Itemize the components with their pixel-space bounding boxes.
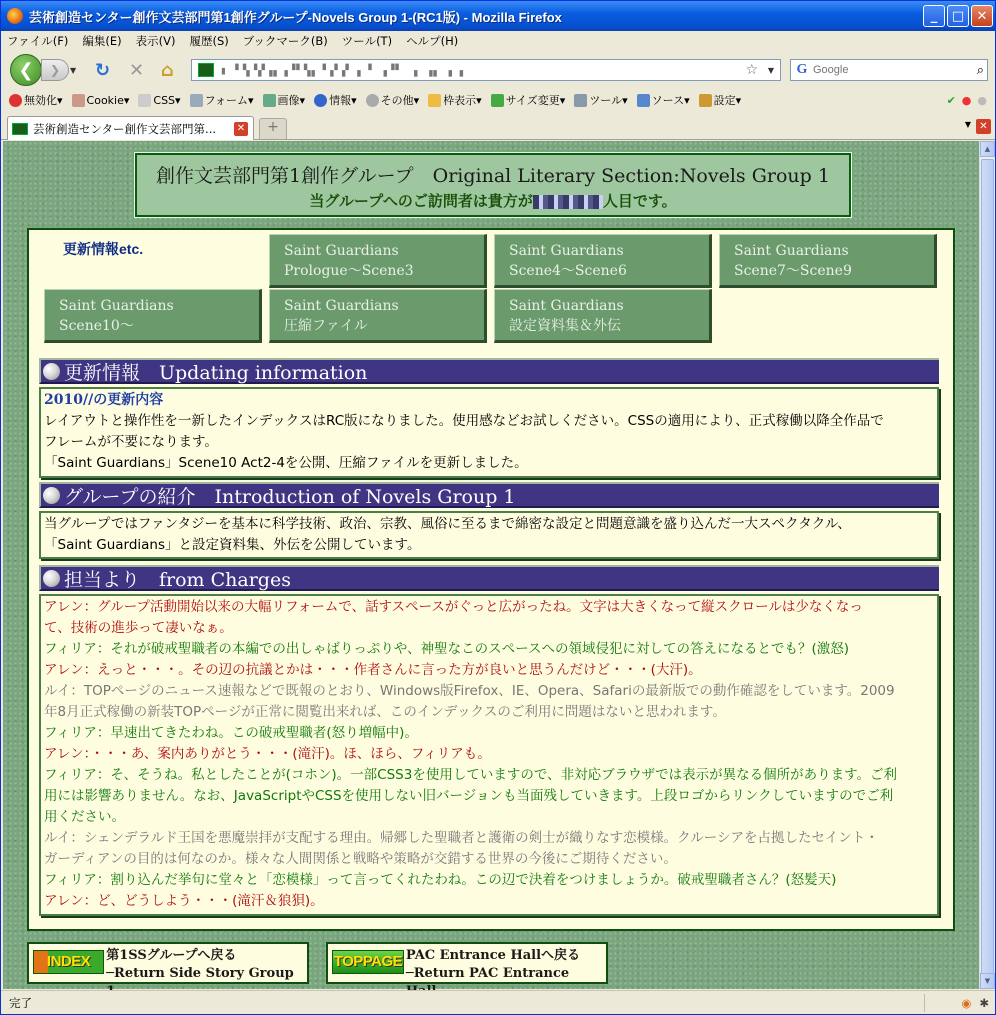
nav-label: Saint Guardians [734,243,849,259]
dialogue-line: 用には影響ありません。なお、JavaScriptやCSSを使用しない旧バージョンも当面残していきます。上段ロゴからリンクしていますのでご利 [44,788,894,804]
nav-label: 圧縮ファイル [284,318,368,334]
link-line2: ─Return Side Story Group [106,966,294,981]
update-line: フレームが不要になります。 [44,434,218,450]
tab-close-icon[interactable]: ✕ [234,122,248,136]
page-content [3,141,981,989]
home-button[interactable]: ⌂ [161,60,174,81]
bug-icon[interactable]: ✱ [979,995,989,1010]
toolbar-source[interactable] [637,92,690,108]
menu-help[interactable]: ヘルプ(H) [406,34,459,48]
wrench-icon [574,94,587,107]
nav-materials[interactable] [494,289,712,343]
counter-image [533,195,603,209]
dialogue-line: ルイ：TOPページのニュース速報などで既報のとおり、Windows版Firefox、IE、Opera、Safariの最新版での動作確認をしています。2009 [44,683,895,699]
toppage-badge: TOPPAGE [332,950,404,974]
visitor-prefix: 当グループへのご訪問者は貴方が [309,192,533,210]
toolbar-label: 画像▾ [277,94,306,107]
charges-heading [39,565,939,591]
toolbar-label: Cookie▾ [86,93,130,107]
toolbar-label: ソース▾ [651,94,690,107]
nav-label: Scene10～ [59,318,134,334]
link-line2: ─Return PAC Entrance [405,966,570,981]
toolbar-label: 枠表示▾ [443,94,482,107]
tab-title: 芸術創造センター創作文芸部門第... [33,121,217,136]
update-line: レイアウトと操作性を一新したインデックスはRC版になりました。使用感などお試しください。CSSの適用により、正式稼働以降全作品で [44,413,884,429]
valid-check-icon[interactable]: ✔ [946,93,956,107]
menu-history[interactable]: 履歴(S) [189,34,229,48]
nav-label: Saint Guardians [509,243,624,259]
dialogue-line: アレン：えっと・・・。その辺の抗議とかは・・・作者さんに言った方が良いと思うんだけど・・・(大汗)。 [44,662,702,678]
menu-tools[interactable]: ツール(T) [341,34,393,48]
toolbar-images[interactable] [263,92,306,108]
status-icon[interactable]: ● [977,93,987,107]
menu-edit[interactable]: 編集(E) [82,34,122,48]
outline-pencil-icon [428,94,441,107]
dialogue-line: フィリア：早速出てきたわね。この破戒聖職者(怒り増幅中)。 [44,725,418,741]
search-box[interactable] [790,59,988,81]
firefox-status-icon[interactable]: ◉ [961,995,972,1010]
error-icon[interactable]: ● [961,93,972,107]
toolbar-label: サイズ変更▾ [505,94,566,107]
source-icon [637,94,650,107]
toolbar-css[interactable] [138,94,180,107]
link-line1: PAC Entrance Hallへ戻る [405,948,581,963]
tab-current[interactable] [7,116,254,140]
firefox-icon [7,8,23,24]
link-entrance-hall[interactable] [326,942,608,984]
toolbar-label: 無効化▾ [24,94,63,107]
nav-label: 設定資料集＆外伝 [509,318,621,334]
stop-button[interactable]: ✕ [129,60,145,81]
misc-icon [366,94,379,107]
nav-label: Scene4～Scene6 [509,263,627,279]
intro-body [39,511,939,559]
toolbar-disable[interactable] [9,92,63,108]
toolbar-label: フォーム▾ [204,94,254,107]
visitor-counter [137,190,849,211]
nav-scene7-scene9[interactable] [719,234,937,288]
toolbar-misc[interactable] [366,92,420,108]
forward-button[interactable]: ❯ [41,59,69,81]
minimize-button[interactable]: _ [923,5,945,27]
menu-file[interactable]: ファイル(F) [7,34,69,48]
close-tab-button[interactable]: ✕ [976,119,991,134]
menu-bar [1,31,995,51]
nav-label: Saint Guardians [284,298,399,314]
dialogue-line: て、技術の進歩って凄いなぁ。 [44,620,233,636]
url-text: ▮ ▘▚▝▞▗▖▗▝▘▚▖▝▗▘▞ ▖▝ ▗▝▘ ▗ ▗▖ ▖▗ [220,63,464,77]
toolbar-label: 情報▾ [329,94,357,107]
toolbar-outline[interactable] [428,92,482,108]
nav-label: Saint Guardians [284,243,399,259]
toolbar-label: ツール▾ [589,94,628,107]
cookie-icon [72,94,85,107]
scroll-down-button[interactable]: ▼ [980,973,995,989]
dialogue-line: ルイ：シェンデラルド王国を悪魔崇拝が支配する理由。帰郷した聖職者と護衛の剣士が織りなす恋模様。クルーシアを占拠したセイント・ [44,830,879,846]
bullet-ball-icon [43,363,60,380]
toolbar-info[interactable] [314,92,357,108]
toolbar-forms[interactable] [190,92,254,108]
status-divider [924,994,925,1012]
nav-updates[interactable] [33,234,251,288]
update-date-title: 2010//の更新内容 [44,392,164,408]
nav-label: Scene7～Scene9 [734,263,852,279]
window-title: 芸術創造センター創作文芸部門第1創作グループ-Novels Group 1-(RC1版) - Mozilla Firefox [29,9,562,25]
intro-line: 当グループではファンタジーを基本に科学技術、政治、宗教、風俗に至るまで綿密な設定と問題意識を盛り込んだ一大スペクタクル、 [44,516,851,532]
status-bar [1,990,995,1014]
navigation-bar [1,51,995,87]
toolbar-label: CSS▾ [153,93,181,107]
updates-heading [39,358,939,384]
bookmark-star-icon[interactable]: ☆ [745,62,758,78]
bullet-ball-icon [43,487,60,504]
intro-heading [39,482,939,508]
new-tab-button[interactable]: + [259,118,287,139]
info-icon [314,94,327,107]
intro-line: 「Saint Guardians」と設定資料集、外伝を公開しています。 [44,537,421,553]
dialogue-line: フィリア：割り込んだ挙句に堂々と「恋模様」って言ってくれたわね。この辺で決着をつけましょうか。破戒聖職者さん？(怒髪天) [44,872,837,888]
index-badge: INDEX [33,950,104,974]
nav-label: Saint Guardians [509,298,624,314]
toolbar-tools[interactable] [574,92,627,108]
resize-icon [491,94,504,107]
scroll-up-button[interactable]: ▲ [980,141,995,157]
scroll-thumb[interactable] [981,159,994,989]
nav-label: Prologue～Scene3 [284,263,414,279]
nav-prologue-scene3[interactable] [269,234,487,288]
google-icon[interactable]: G [796,62,808,77]
section-title: グループの紹介 Introduction of Novels Group 1 [64,485,516,508]
dialogue-line: ガーディアンの目的は何なのか。様々な人間関係と戦略や策略が交錯する世界の今後にご期待ください。 [44,851,677,867]
options-icon [699,94,712,107]
url-dropdown-icon[interactable]: ▼ [767,65,774,75]
nav-scene4-scene6[interactable] [494,234,712,288]
page-title: 創作文芸部門第1創作グループ Original Literary Section:Novels Group 1 [156,165,830,187]
section-title: 更新情報 Updating information [64,361,368,384]
updates-body [39,387,939,478]
dialogue-line: フィリア：そ、そうね。私としたことが(コホン)。一部CSS3を使用していますので、非対応ブラウザでは表示が異なる個所があります。ご利 [44,767,897,783]
main-panel [27,228,955,931]
section-title: 担当より from Charges [64,568,291,591]
back-button[interactable]: ❮ [10,54,42,86]
title-bar [1,1,995,31]
toolbar-resize[interactable] [491,92,566,108]
reload-button[interactable]: ↻ [95,60,111,81]
menu-view[interactable]: 表示(V) [135,34,176,48]
maximize-button[interactable]: □ [947,5,969,27]
search-icon[interactable]: ⌕ [976,62,984,78]
forms-icon [190,94,203,107]
menu-bookmarks[interactable]: ブックマーク(B) [242,34,328,48]
visitor-suffix: 人目です。 [602,192,677,210]
disable-icon [9,94,22,107]
link-line1: 第1SSグループへ戻る [106,948,237,963]
dialogue-line: 年8月正式稼働の新装TOPページが正常に閲覧出来れば、このインデックスのご利用に問題はないと思われます。 [44,704,726,720]
dialogue-line: アレン：ど、どうしよう・・・(滝汗＆狼狽)。 [44,893,324,909]
tab-bar [1,114,995,140]
toolbar-cookie[interactable] [72,94,130,107]
nav-archive[interactable] [269,289,487,343]
dialogue-line: アレン：グループ活動開始以来の大幅リフォームで、話すスペースがぐっと広がったね。文字は大きくなって縦スクロールは少なくなっ [44,599,863,615]
toolbar-label: その他▾ [380,94,420,107]
address-bar[interactable] [191,59,781,81]
dialogue-line: 用ください。 [44,809,125,825]
charges-body [39,594,939,916]
css-icon [138,94,151,107]
web-developer-toolbar [1,89,995,111]
search-input[interactable] [813,64,953,76]
nav-scene10[interactable] [44,289,262,343]
dialogue-line: フィリア：それが破戒聖職者の本編での出しゃばりっぷりや、神聖なこのスペースへの領域侵犯に対しての答えになるとでも？(激怒) [44,641,850,657]
site-header [135,153,851,217]
tab-list-dropdown-icon[interactable]: ▼ [964,120,971,129]
link-side-story-group[interactable] [27,942,309,984]
tab-favicon [12,123,28,135]
dialogue-line: アレン：・・・あ、案内ありがとう・・・(滝汗)。ほ、ほら、フィリアも。 [44,746,491,762]
nav-label: Saint Guardians [59,298,174,314]
site-favicon [198,63,214,77]
nav-label: 更新情報etc. [63,241,144,257]
vertical-scrollbar[interactable] [979,141,994,989]
update-line: 「Saint Guardians」Scene10 Act2-4を公開、圧縮ファイルを更新しました。 [44,455,528,471]
bullet-ball-icon [43,570,60,587]
close-window-button[interactable]: ✕ [971,5,993,27]
images-icon [263,94,276,107]
history-dropdown-icon[interactable]: ▼ [70,66,77,75]
toolbar-options[interactable] [699,92,742,108]
toolbar-label: 設定▾ [713,94,742,107]
status-text: 完了 [9,995,32,1010]
